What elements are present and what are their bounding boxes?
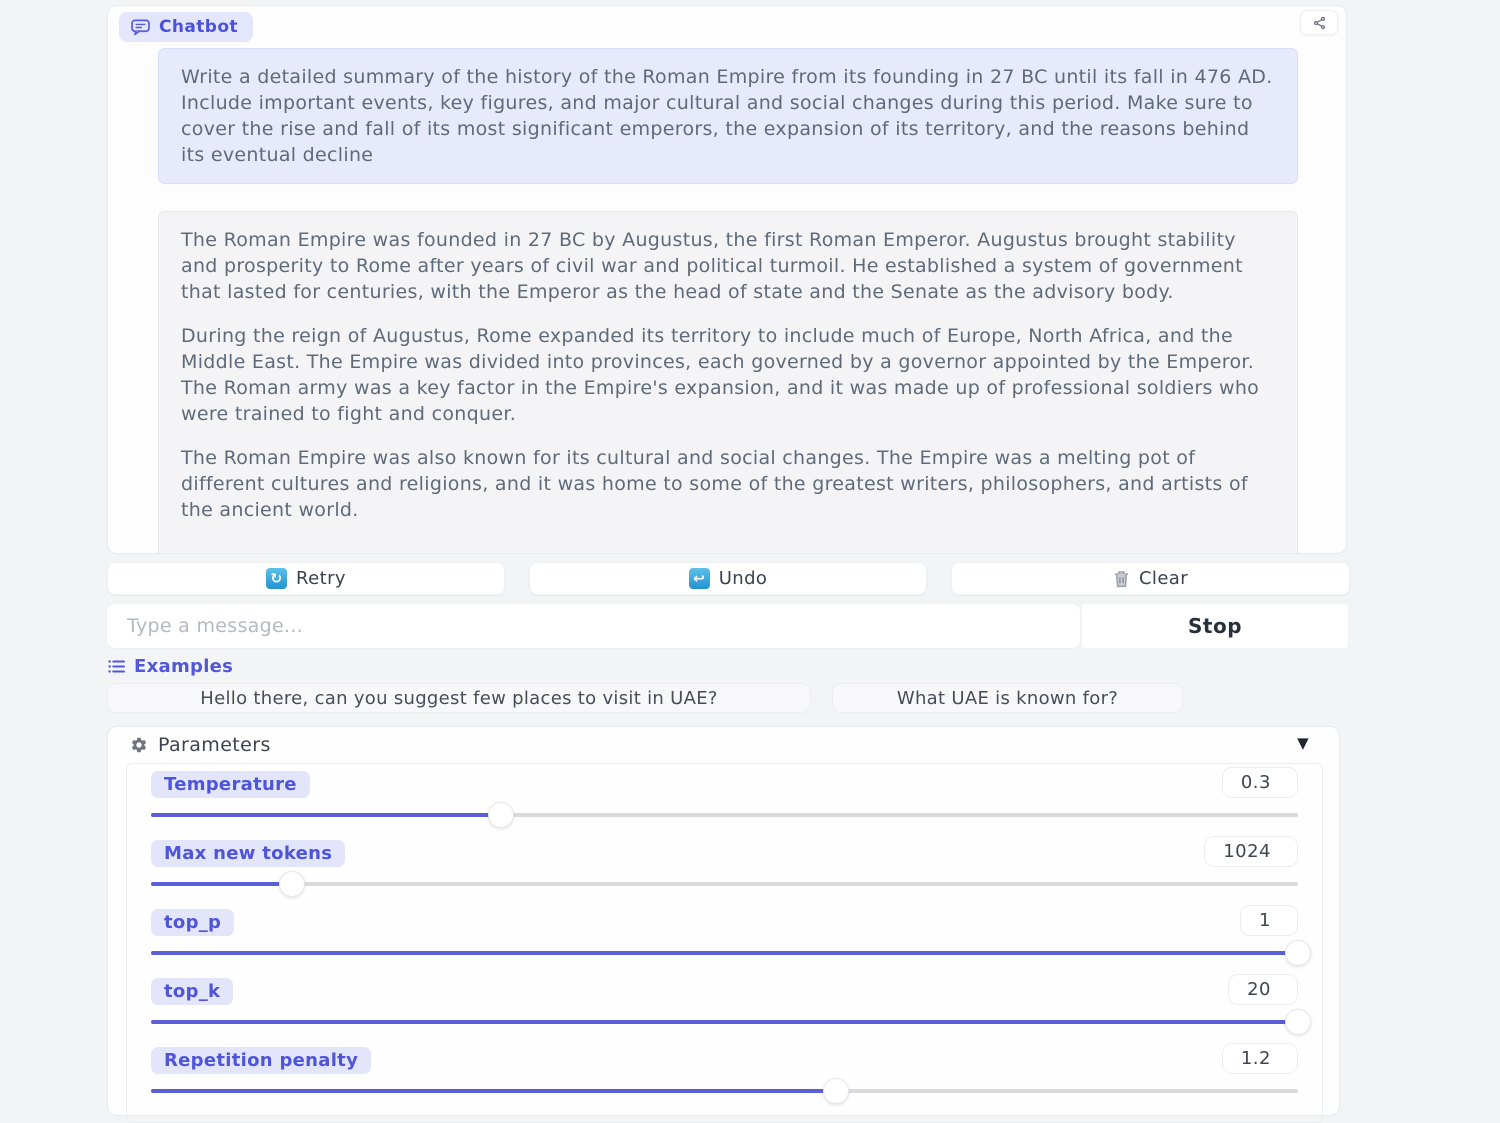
slider-fill	[151, 882, 292, 886]
example-chip-2-text: What UAE is known for?	[896, 687, 1119, 709]
chatbot-panel	[107, 5, 1347, 554]
slider-row-temperature	[127, 764, 1322, 833]
parameters-card	[107, 726, 1340, 1116]
slider-value-input[interactable]: 20	[1228, 974, 1298, 1005]
slider-track[interactable]	[151, 882, 1298, 886]
slider-fill	[151, 1020, 1298, 1024]
slider-label: Repetition penalty	[151, 1047, 371, 1074]
parameters-form	[126, 763, 1323, 1123]
slider-row-top-p	[127, 902, 1322, 971]
slider-fill	[151, 1089, 836, 1093]
share-button[interactable]	[1300, 10, 1338, 35]
slider-handle[interactable]	[488, 802, 514, 828]
slider-value-input[interactable]: 0.3	[1222, 767, 1298, 798]
undo-label: Undo	[718, 568, 768, 589]
list-icon	[108, 659, 125, 674]
retry-icon: ↻	[266, 568, 287, 589]
clear-button[interactable]	[951, 562, 1350, 595]
slider-handle[interactable]	[823, 1078, 849, 1104]
bot-paragraph: The Roman Empire was also known for its cultural and social changes. The Empire was a melting pot of different cultures and religions, and it was home to some of the greatest writers, philosophers, and artists of the ancient world.	[181, 447, 1248, 521]
slider-handle[interactable]	[1285, 1009, 1311, 1035]
message-input[interactable]	[107, 604, 1080, 648]
share-icon	[1312, 16, 1327, 30]
slider-label: top_k	[151, 978, 233, 1005]
slider-fill	[151, 951, 1298, 955]
example-chip-2[interactable]	[832, 683, 1183, 713]
slider-label: top_p	[151, 909, 234, 936]
retry-button[interactable]	[107, 562, 505, 595]
slider-track[interactable]	[151, 813, 1298, 817]
slider-fill	[151, 813, 501, 817]
trash-icon	[1113, 570, 1130, 588]
bot-paragraph: The Roman Empire was founded in 27 BC by Augustus, the first Roman Emperor. Augustus brought stability and prosperity to Rome after years of civil war and political turmoil. He established a system of government that lasted for centuries, with the Emperor as the head of state and the Senate as the advisory body.	[181, 229, 1243, 303]
user-message	[158, 48, 1298, 184]
slider-track[interactable]	[151, 1020, 1298, 1024]
parameters-label: Parameters	[158, 734, 271, 756]
parameters-accordion-header[interactable]	[108, 727, 1339, 763]
slider-label: Temperature	[151, 771, 310, 798]
retry-label: Retry	[296, 568, 346, 589]
gear-icon	[130, 736, 148, 754]
slider-value-input[interactable]: 1024	[1204, 836, 1298, 867]
user-message-text: Write a detailed summary of the history of the Roman Empire from its founding in 27 BC until its fall in 476 AD. Include important events, key figures, and major cultural and social changes during this period. Make sure to cover the rise and fall of its most significant emperors, the expansion of its territory, and the reasons behind its eventual decline	[181, 66, 1273, 166]
chatbot-label	[119, 12, 253, 42]
slider-handle[interactable]	[1285, 940, 1311, 966]
undo-icon: ↩	[689, 568, 710, 589]
bot-paragraph: During the reign of Augustus, Rome expanded its territory to include much of Europe, North Africa, and the Middle East. The Empire was divided into provinces, each governed by a governor appointed by the Emperor. The Roman army was a key factor in the Empire's expansion, and it was made up of professional soldiers who were trained to fight and conquer.	[181, 325, 1260, 425]
example-chip-1-text: Hello there, can you suggest few places to visit in UAE?	[200, 687, 718, 709]
chatbot-label-text: Chatbot	[159, 17, 238, 37]
examples-header	[108, 656, 233, 677]
example-chip-1[interactable]	[107, 683, 811, 713]
stop-button[interactable]	[1082, 604, 1348, 648]
slider-value-input[interactable]: 1	[1240, 905, 1298, 936]
slider-value-input[interactable]: 1.2	[1222, 1043, 1298, 1074]
slider-row-top-k	[127, 971, 1322, 1040]
slider-handle[interactable]	[279, 871, 305, 897]
slider-row-max-new-tokens	[127, 833, 1322, 902]
chat-bubble-icon	[131, 19, 150, 36]
examples-label: Examples	[134, 656, 234, 677]
undo-button[interactable]	[529, 562, 927, 595]
bot-message	[158, 211, 1298, 554]
slider-track[interactable]	[151, 1089, 1298, 1093]
clear-label: Clear	[1138, 568, 1189, 589]
slider-track[interactable]	[151, 951, 1298, 955]
slider-label: Max new tokens	[151, 840, 345, 867]
stop-label: Stop	[1187, 614, 1243, 638]
slider-row-repetition-penalty	[127, 1040, 1322, 1109]
chevron-down-icon[interactable]: ▼	[1297, 734, 1309, 752]
